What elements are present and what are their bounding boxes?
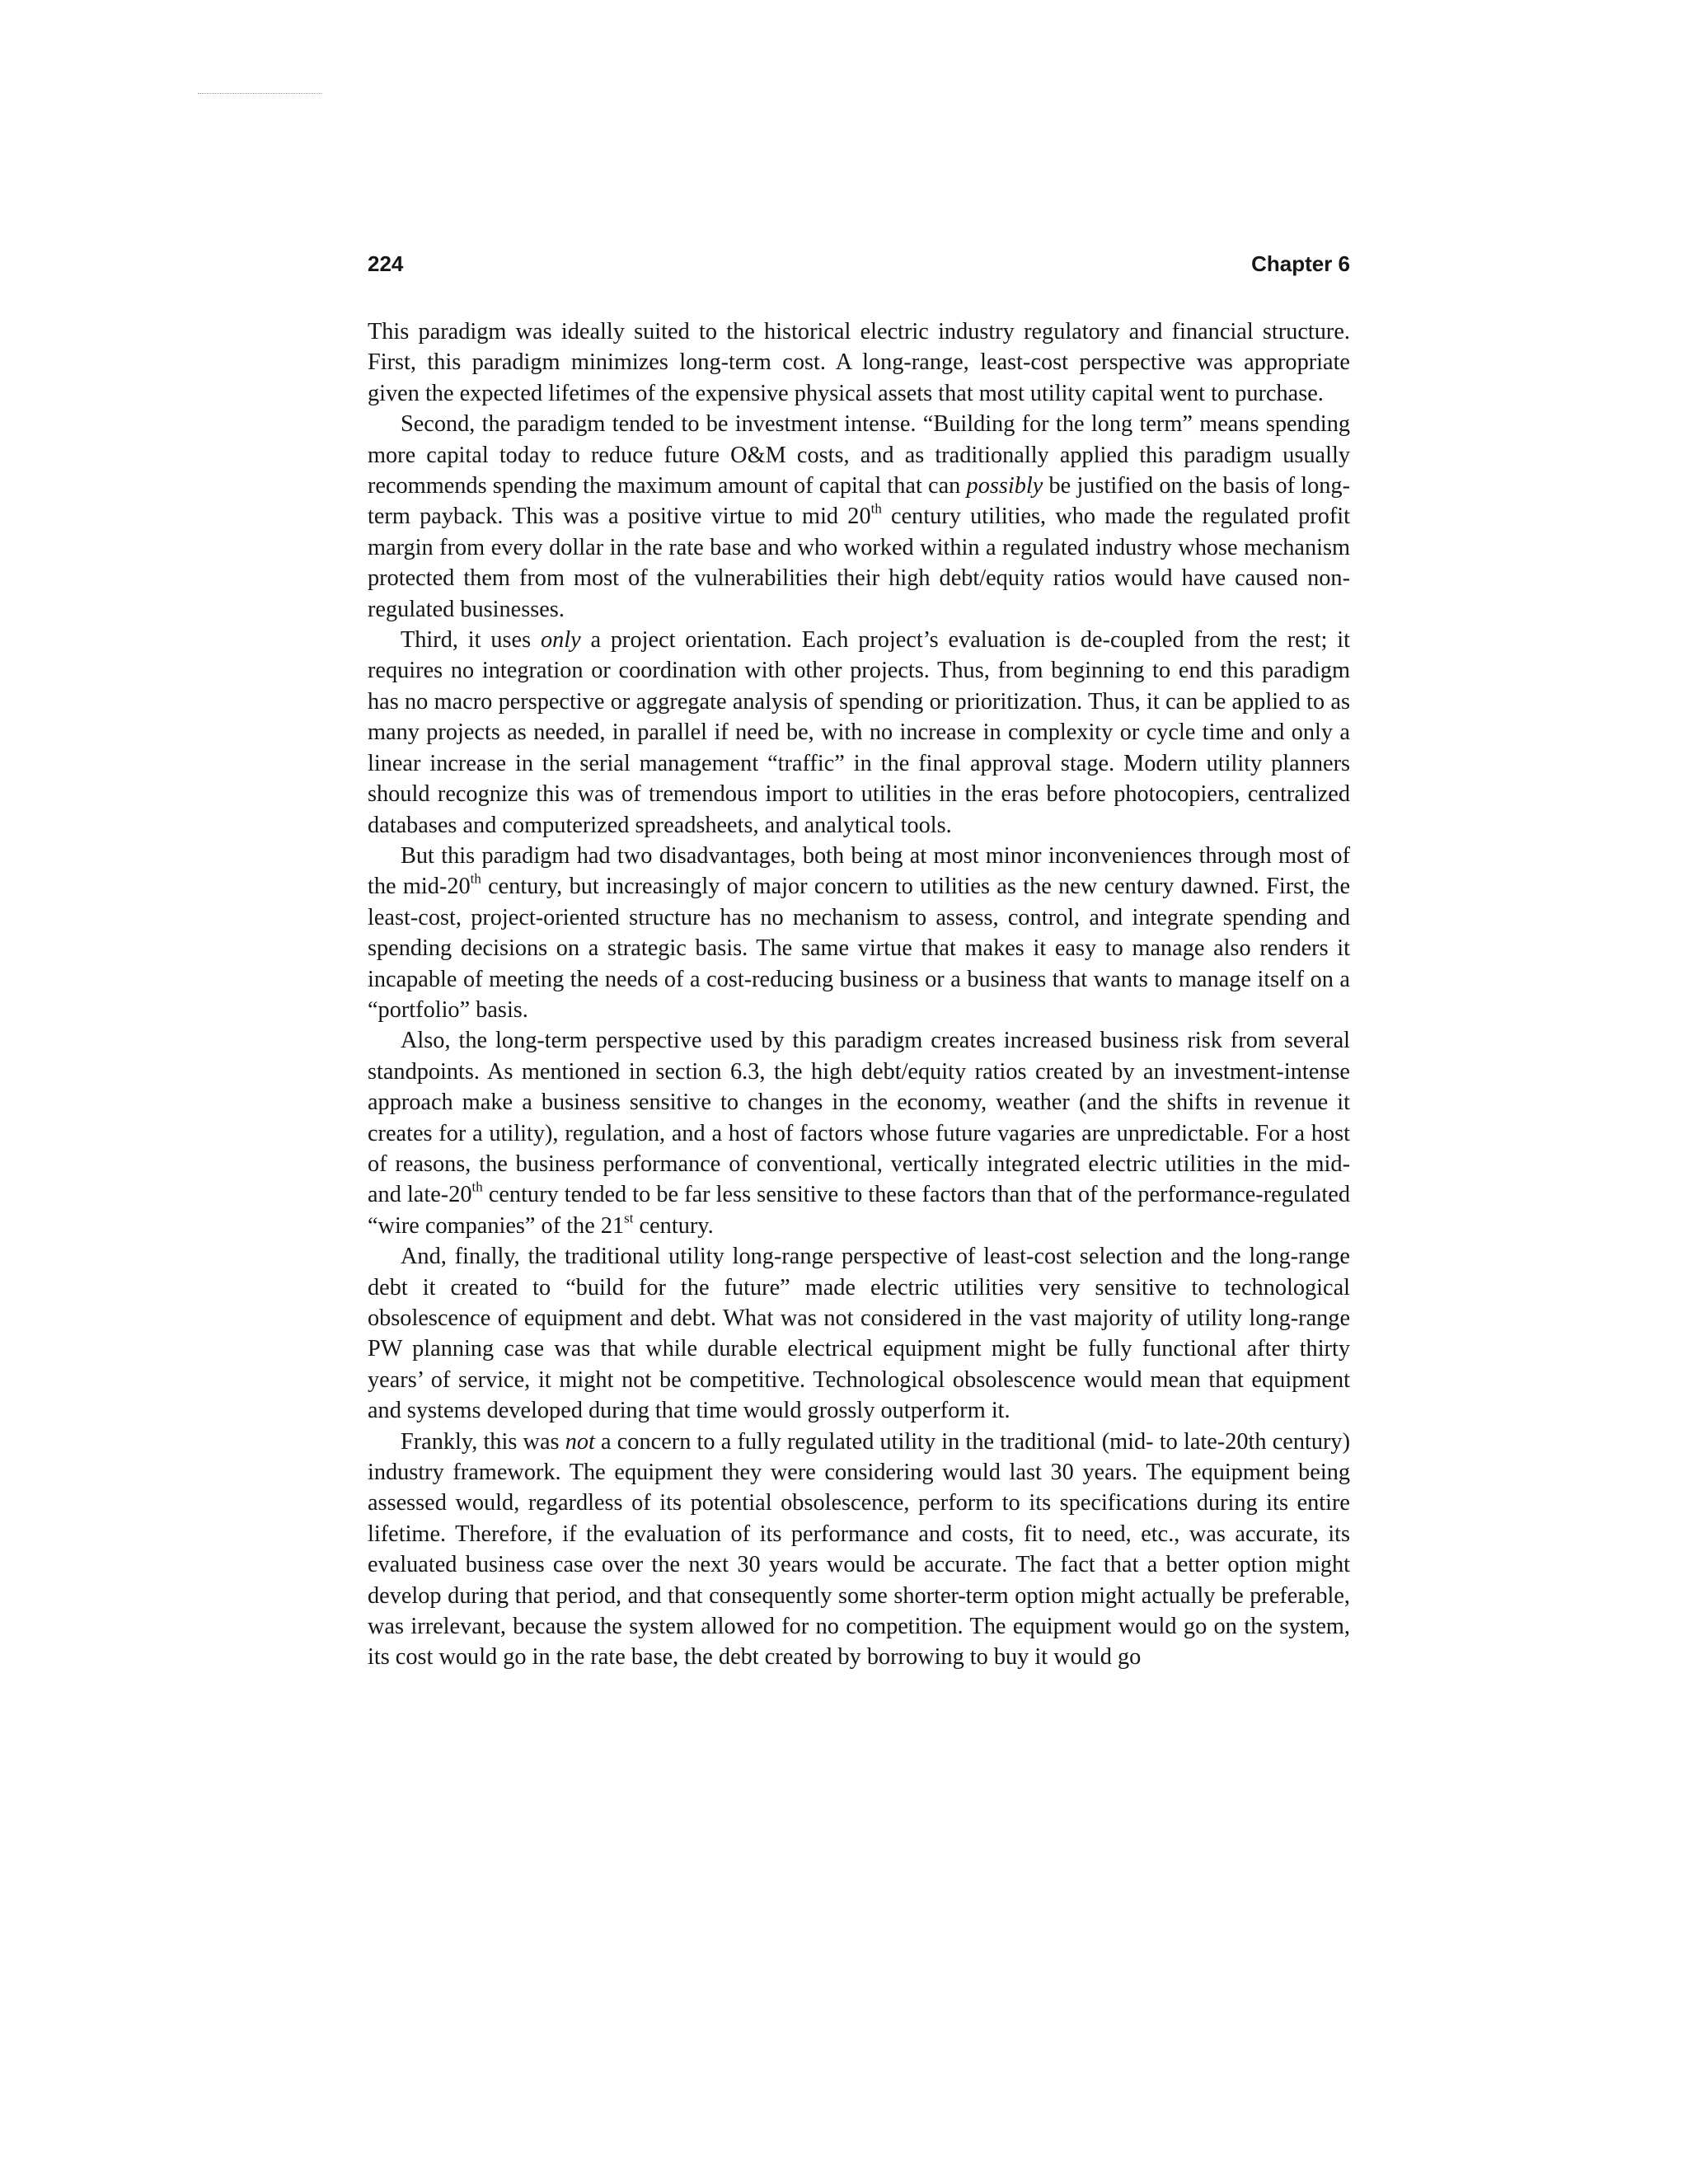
emphasis-text: only bbox=[540, 627, 581, 654]
paragraph-5 bbox=[368, 1025, 1350, 1241]
paragraph-text: Also, the long-term perspective used by this paradigm creates increased business risk from several standpoints. As mentioned in section 6.3, the high debt/equity ratios created by an investment-intense approach make a business sensitive to changes in the economy, weather (and the shifts in revenue it creates for a utility), regulation, and a host of factors whose future vagaries are unpredictable. For a host of reasons, the business performance of conventional, vertically integrated electric utilities in the mid- and late-20 bbox=[368, 1028, 1350, 1208]
paragraph-text: a concern to a fully regulated utility in the traditional (mid- to late-20th century) industry framework. The equipment they were considering would last 30 years. The equipment being assessed would, regardless of its potential obsolescence, perform to its specifications during its entire lifetime. Therefore, if the evaluation of its performance and costs, fit to need, etc., was accurate, its evaluated business case over the next 30 years would be accurate. The fact that a better option might develop during that period, and that consequently some shorter-term option might actually be preferable, was irrelevant, because the system allowed for no competition. The equipment would go on the system, its cost would go in the rate base, the debt created by borrowing to buy it would go bbox=[368, 1428, 1350, 1671]
paragraph-7 bbox=[368, 1427, 1350, 1673]
chapter-label: Chapter 6 bbox=[1251, 251, 1350, 276]
paragraph-3 bbox=[368, 625, 1350, 841]
paragraph-text: be justified on the basis of long-term payback. This was a positive virtue to mid 20 bbox=[368, 473, 1350, 530]
paragraph-6 bbox=[368, 1241, 1350, 1426]
paragraph-text: century tended to be far less sensitive to these factors than that of the performance-regulated “wire companies” of the 21 bbox=[368, 1182, 1350, 1239]
paragraph-4 bbox=[368, 841, 1350, 1025]
paragraph-text: This paradigm was ideally suited to the historical electric industry regulatory and financial structure. First, this paradigm minimizes long-term cost. A long-range, least-cost perspective was appropriate given the expected lifetimes of the expensive physical assets that most utility capital went to purchase. bbox=[368, 319, 1350, 406]
scan-artifact-line bbox=[198, 93, 321, 94]
paragraph-text: century utilities, who made the regulated profit margin from every dollar in the rate base and who worked within a regulated industry whose mechanism protected them from most of the vulnerabilities their high debt/equity ratios would have caused non-regulated businesses. bbox=[368, 504, 1350, 622]
paragraph-text: Second, the paradigm tended to be investment intense. “Building for the long term” means spending more capital today to reduce future O&M costs, and as traditionally applied this paradigm usually recommends spending the maximum amount of capital that can bbox=[368, 411, 1350, 499]
paragraph-1 bbox=[368, 316, 1350, 409]
emphasis-text: not bbox=[565, 1428, 595, 1455]
paragraph-2 bbox=[368, 409, 1350, 625]
page-number: 224 bbox=[368, 251, 404, 276]
emphasis-text: possibly bbox=[966, 473, 1043, 499]
paragraph-text: a project orientation. Each project’s evaluation is de-coupled from the rest; it requires no integration or coordination with other projects. Thus, from beginning to end this paradigm has no macro perspective or aggregate analysis of spending or prioritization. Thus, it can be applied to as many projects as needed, in parallel if need be, with no increase in complexity or cycle time and only a linear increase in the serial management “traffic” in the final approval stage. Modern utility planners should recognize this was of tremendous import to utilities in the eras before photocopiers, centralized databases and computerized spreadsheets, and analytical tools. bbox=[368, 627, 1350, 838]
paragraph-text: But this paradigm had two disadvantages, both being at most minor inconveniences through most of the mid-20 bbox=[368, 842, 1350, 900]
paragraph-text: Third, it uses bbox=[401, 627, 541, 654]
ordinal-superscript: th bbox=[470, 870, 481, 887]
paragraph-text: Frankly, this was bbox=[401, 1428, 565, 1455]
ordinal-superscript: th bbox=[870, 500, 882, 517]
paragraph-text: century. bbox=[633, 1212, 714, 1239]
paragraph-text: And, finally, the traditional utility long-range perspective of least-cost selection and the long-range debt it created to “build for the future” made electric utilities very sensitive to technological obsolescence of equipment and debt. What was not considered in the vast majority of utility long-range PW planning case was that while durable electrical equipment might be fully functional after thirty years’ of service, it might not be competitive. Technological obsolescence would mean that equipment and systems developed during that time would grossly outperform it. bbox=[368, 1244, 1350, 1424]
book-page bbox=[368, 247, 1350, 1673]
running-header bbox=[368, 247, 1350, 280]
ordinal-superscript: st bbox=[624, 1210, 634, 1226]
body-text bbox=[368, 316, 1350, 1673]
ordinal-superscript: th bbox=[471, 1179, 483, 1195]
paragraph-text: century, but increasingly of major concern to utilities as the new century dawned. First, the least-cost, project-oriented structure has no mechanism to assess, control, and integrate spending and spending decisions on a strategic basis. The same virtue that makes it easy to manage also renders it incapable of meeting the needs of a cost-reducing business or a business that wants to manage itself on a “portfolio” basis. bbox=[368, 874, 1350, 1023]
